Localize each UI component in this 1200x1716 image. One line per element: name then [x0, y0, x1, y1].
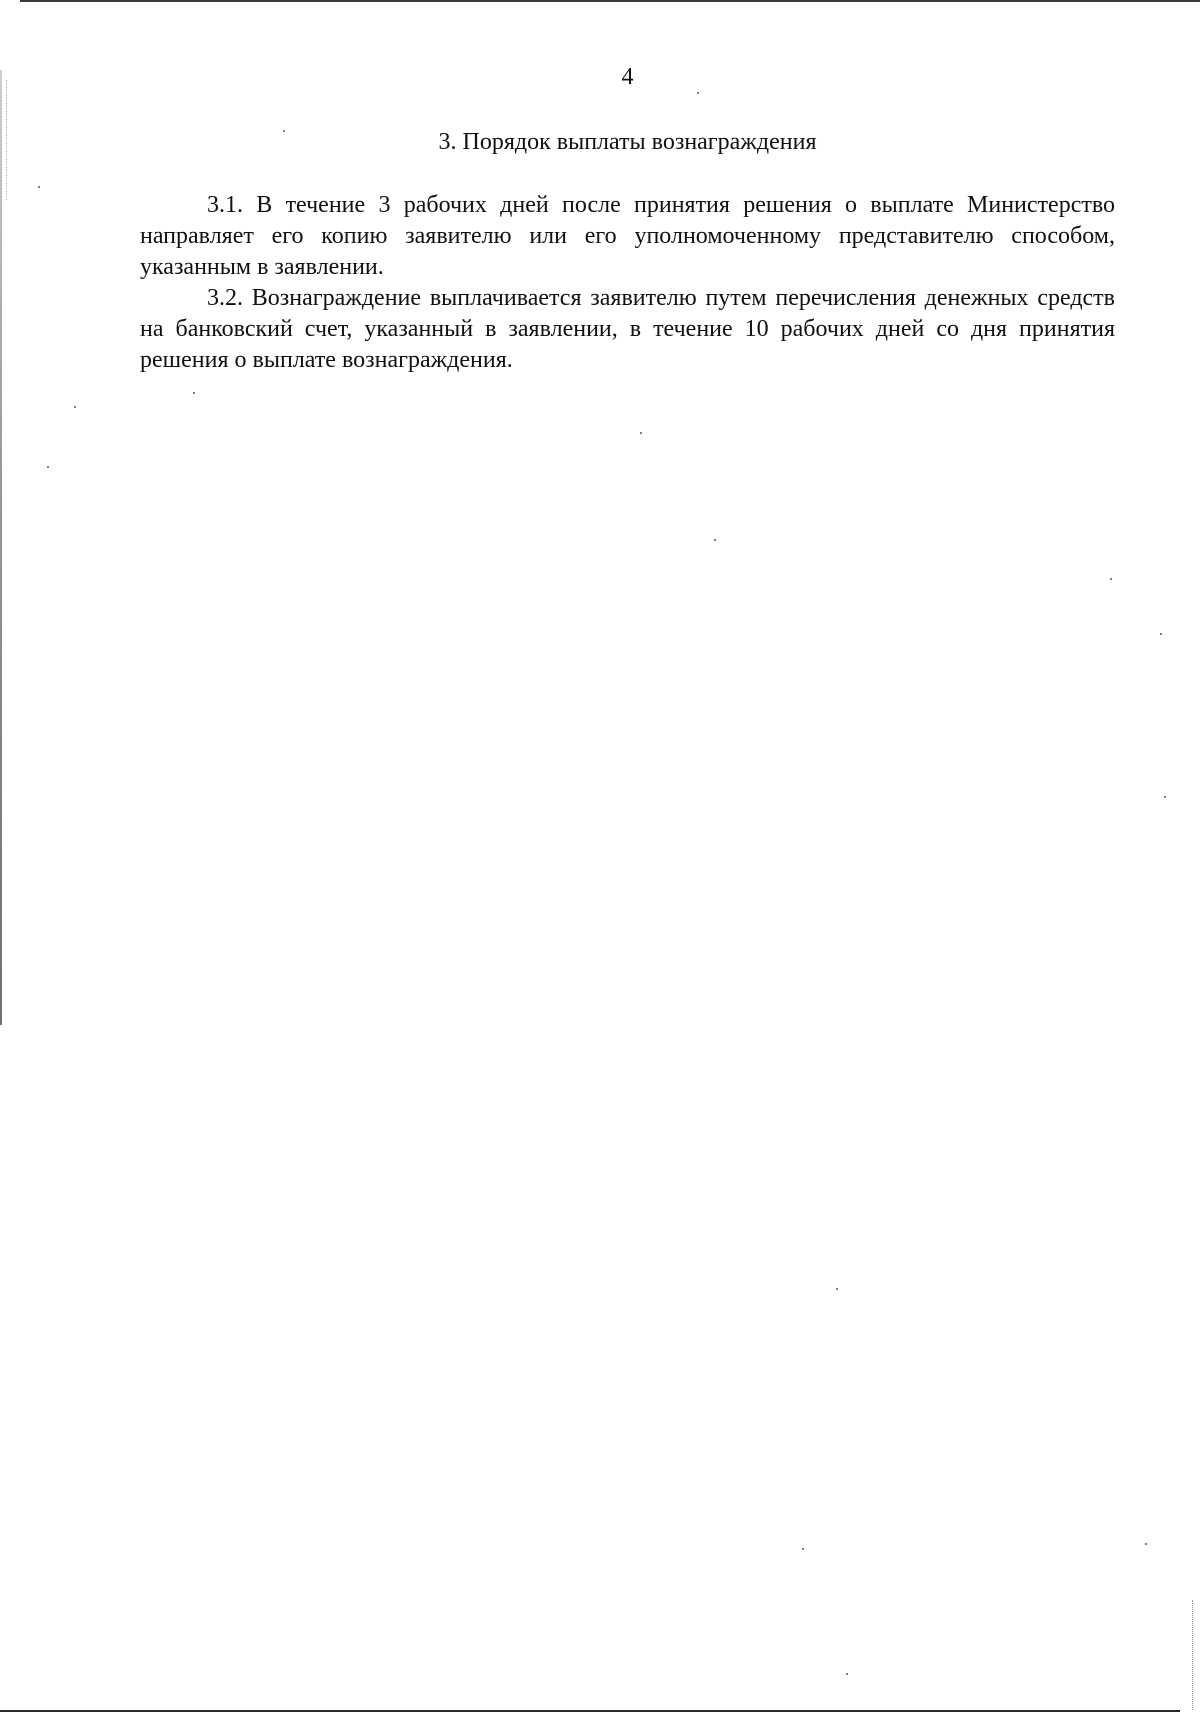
body-text — [140, 190, 1115, 376]
scan-speck — [1164, 796, 1166, 798]
scan-speck — [1145, 1543, 1147, 1545]
scan-speck — [697, 92, 699, 94]
scan-edge-top — [20, 0, 1200, 2]
scan-speck — [1160, 633, 1162, 635]
scan-speck — [193, 392, 195, 394]
scan-edge-right — [1192, 1600, 1194, 1710]
scan-edge-bottom — [0, 1710, 1180, 1712]
page-number: 4 — [621, 64, 634, 90]
scan-speck — [38, 186, 40, 188]
scan-speck — [802, 1548, 804, 1550]
scan-speck — [74, 406, 76, 408]
scan-speck — [1110, 578, 1112, 580]
scan-edge-left-dots — [6, 80, 8, 200]
scan-edge-left — [0, 70, 2, 1025]
section-title: 3. Порядок выплаты вознаграждения — [438, 129, 817, 155]
scan-speck — [836, 1288, 838, 1290]
scan-speck — [640, 432, 642, 434]
paragraph-3-1: 3.1. В течение 3 рабочих дней после принятия решения о выплате Министерство направляет его копию заявителю или его уполномоченному представителю способом, указанным в заявлении. — [140, 192, 1115, 280]
paragraph-3-2: 3.2. Вознаграждение выплачивается заявителю путем перечисления денежных средств на банковский счет, указанный в заявлении, в течение 10 рабочих дней со дня принятия решения о выплате вознаграждения. — [140, 285, 1115, 373]
scan-speck — [714, 539, 716, 541]
scan-speck — [846, 1673, 848, 1675]
scan-speck — [47, 466, 49, 468]
